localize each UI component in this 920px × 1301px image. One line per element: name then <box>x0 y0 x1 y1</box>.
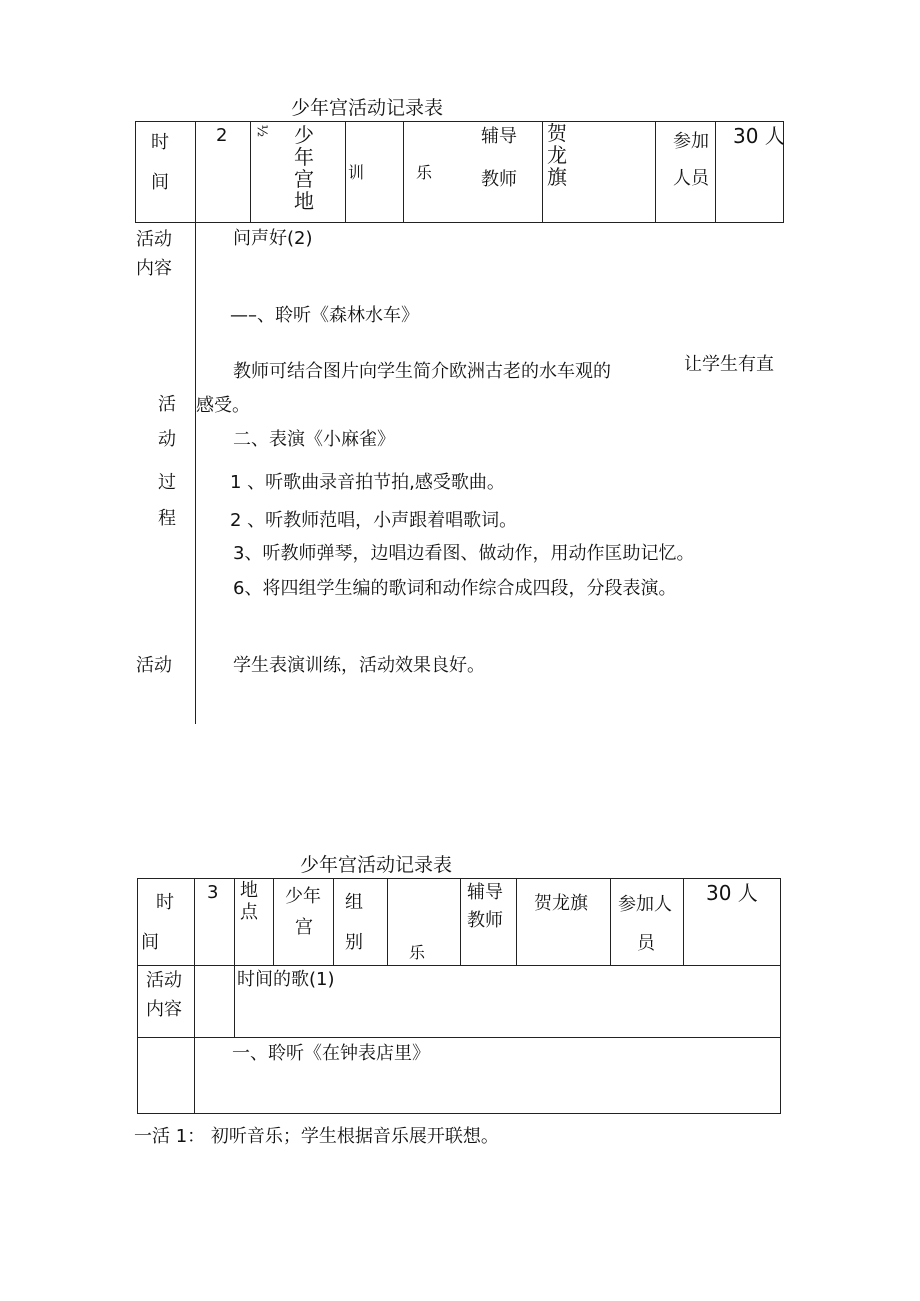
r1-time-label-bottom: 间 <box>151 172 169 193</box>
r2-col-divider-3 <box>273 878 274 966</box>
r2-place-value-top: 少年 <box>285 886 321 907</box>
r1-subject-value: 乐 <box>416 163 433 182</box>
r2-col-divider-1 <box>194 878 195 1114</box>
r1-body-divider <box>195 222 196 724</box>
r1-result-label: 活动 <box>136 655 172 676</box>
r1-process-label-char-3: 过 <box>158 472 176 493</box>
r2-teacher-label-top: 辅导 <box>467 882 503 903</box>
r2-group-label-bottom: 别 <box>345 932 363 953</box>
r1-col-divider-3 <box>345 121 346 223</box>
r2-content-label-top: 活动 <box>146 970 182 991</box>
r2-process-section-1: 一、聆听《在钟表店里》 <box>232 1043 430 1064</box>
r2-right-border <box>780 878 781 1114</box>
r2-teacher-label-bottom: 教师 <box>467 910 503 931</box>
r1-col-divider-7 <box>715 121 716 223</box>
r1-teacher-label-top: 辅导 <box>481 126 517 147</box>
r1-teacher-label-bottom: 教师 <box>481 169 517 190</box>
r2-table-bottom-border <box>137 1113 781 1114</box>
record-2-title: 少年宫活动记录表 <box>300 854 453 876</box>
r1-content-label-bottom: 内容 <box>136 258 172 279</box>
r2-col-divider-7 <box>516 878 517 966</box>
r1-participants-label-top: 参加 <box>673 131 709 152</box>
r1-participants-label-bottom: 人员 <box>673 168 709 189</box>
r1-header-bottom-border <box>135 222 784 223</box>
r1-time-value: 2 <box>216 125 228 146</box>
r2-content-value-divider <box>234 965 235 1038</box>
r1-result-value: 学生表演训练，活动效果良好。 <box>233 655 485 676</box>
r2-teacher-value: 贺龙旗 <box>534 893 588 914</box>
r1-process-item-2: 2 、听教师范唱，小声跟着唱歌词。 <box>230 510 518 531</box>
r1-process-section-1: —–、聆听《森林水车》 <box>230 305 419 326</box>
r2-participants-label-bottom: 员 <box>637 933 655 954</box>
r2-place-label-bottom: 点 <box>240 902 258 923</box>
r2-col-divider-2 <box>234 878 235 966</box>
r1-place-value: 少年宫地 <box>294 123 314 213</box>
r1-process-label-char-1: 活 <box>158 394 176 415</box>
r1-teacher-value: 贺龙旗 <box>547 121 567 189</box>
r2-subject-value: 乐 <box>409 943 426 962</box>
r2-place-label-top: 地 <box>240 880 258 901</box>
r2-participants-value: 30 人 <box>706 881 758 905</box>
r1-col-divider-6 <box>655 121 656 223</box>
r1-group-value: 训 <box>348 163 365 182</box>
record-1-title: 少年宫活动记录表 <box>291 97 444 119</box>
r2-left-border <box>137 878 138 1114</box>
r2-col-divider-4 <box>333 878 334 966</box>
r2-col-divider-6 <box>460 878 461 966</box>
r1-process-item-1: 1 、听歌曲录音拍节拍,感受歌曲。 <box>230 472 505 493</box>
r1-col-divider-2 <box>250 121 251 223</box>
r1-process-paragraph-right: 让学生有直 <box>684 354 774 375</box>
r1-process-section-2: 二、表演《小麻雀》 <box>233 429 395 450</box>
r1-place-mark: ½ <box>254 124 270 138</box>
r2-time-label-bottom: 间 <box>141 932 159 953</box>
r1-process-label-char-2: 动 <box>158 429 176 450</box>
r1-process-label-char-4: 程 <box>158 508 176 529</box>
r1-process-paragraph-cont: 感受。 <box>196 395 250 416</box>
r1-col-divider-1 <box>195 121 196 223</box>
r2-place-value-bottom: 宫 <box>295 917 313 938</box>
r2-col-divider-9 <box>683 878 684 966</box>
r1-col-divider-5 <box>542 121 543 223</box>
r1-process-item-3: 3、听教师弹琴，边唱边看图、做动作，用动作匡助记忆。 <box>233 543 695 564</box>
r2-group-label-top: 组 <box>345 892 363 913</box>
r2-time-label-top: 时 <box>156 892 174 913</box>
r2-col-divider-8 <box>610 878 611 966</box>
r1-process-paragraph: 教师可结合图片向学生简介欧洲古老的水车观的 <box>233 361 611 382</box>
r2-time-value: 3 <box>207 882 219 903</box>
r2-content-label-bottom: 内容 <box>146 999 182 1020</box>
r2-content-value: 时间的歌(1) <box>237 969 335 990</box>
r1-col-divider-4 <box>403 121 404 223</box>
r2-participants-label-top: 参加人 <box>618 894 672 915</box>
r1-time-label-top: 时 <box>151 132 169 153</box>
r1-process-item-4: 6、将四组学生编的歌词和动作综合成四段，分段表演。 <box>233 578 677 599</box>
r2-footer-line: 一活 1： 初听音乐；学生根据音乐展开联想。 <box>134 1126 499 1147</box>
r1-content-value: 问声好(2) <box>233 228 313 249</box>
r2-col-divider-5 <box>387 878 388 966</box>
r1-table-top-border <box>135 121 784 122</box>
r1-participants-value: 30 人 <box>733 124 785 148</box>
r1-content-label-top: 活动 <box>136 229 172 250</box>
r1-left-border <box>135 121 136 223</box>
